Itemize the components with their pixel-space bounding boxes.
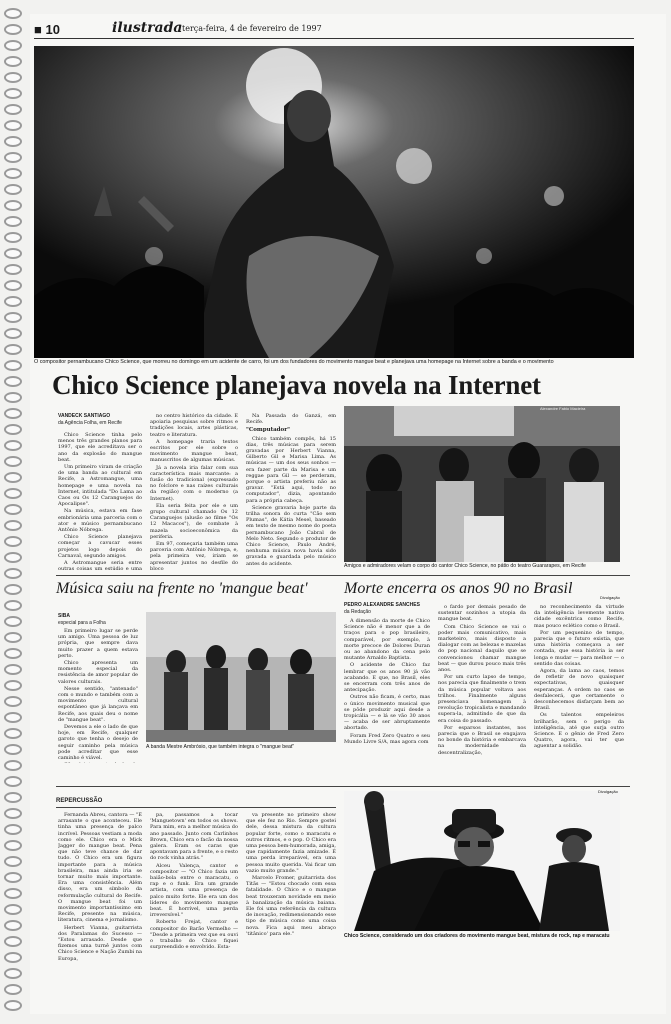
binding-ring xyxy=(4,840,22,851)
section-divider-2 xyxy=(56,786,630,787)
top-photo xyxy=(34,46,634,358)
binding-ring xyxy=(4,104,22,115)
binding-ring xyxy=(4,616,22,627)
paragraph: Outros não ficam, é certo, mas o único movimento musical que se pôde produzir aqui desde a tropicália — e lá se vão 30 anos — acaba de ser abruptamente abortado. xyxy=(344,694,430,732)
death-subhead: Morte encerra os anos 90 no Brasil xyxy=(344,580,573,597)
binding-ring xyxy=(4,24,22,35)
wake-photo-caption: Amigos e admiradores velam o corpo do cantor Chico Science, no pátio do teatro Guararapes, em Recife xyxy=(344,563,586,569)
music-story-col xyxy=(58,628,138,763)
repercussao-title: REPERCUSSÃO xyxy=(56,798,103,804)
binding-ring xyxy=(4,568,22,579)
binding-ring xyxy=(4,872,22,883)
bottom-photo-credit: Divulgação xyxy=(598,789,618,794)
wake-photo xyxy=(344,406,620,562)
binding-ring xyxy=(4,984,22,995)
paragraph: Chico apresenta um momento especial da resistência de amor popular de valores culturais. xyxy=(58,660,138,685)
binding-ring xyxy=(4,728,22,739)
paragraph: Foram Fred Zero Quatro e seu Mundo Livre S/A, mas agora com xyxy=(344,732,430,745)
binding-ring xyxy=(4,760,22,771)
binding-ring xyxy=(4,1000,22,1011)
binding-ring xyxy=(4,376,22,387)
band-photo xyxy=(146,612,336,742)
binding-ring xyxy=(4,248,22,259)
paragraph: Em 97, começaria também uma parceria com Antônio Nóbrega, e, pela primeira vez, iriam se apresentar juntos no desfile do bloco xyxy=(150,541,238,572)
death-story-col1 xyxy=(344,618,430,778)
wake-photo-graphic xyxy=(344,406,620,562)
binding-ring xyxy=(4,280,22,291)
main-headline: Chico Science planejava novela na Internet xyxy=(52,370,541,400)
page-number-value: 10 xyxy=(45,22,60,37)
paragraph: va presente no primeiro show que ele fez no Rio. Sempre gostei dele, dessa mistura da cultura popular forte, como o maracatu e outros ritmos, e o pop. O Chico era uma pessoa bem-humorada, amiga, que rapidamente fazia amizade. É uma perda irreparável, era uma pessoa muito querida. Vai ficar um vazio muito grande." xyxy=(246,812,336,874)
paragraph: pa, passamos a tocar 'Manguetown' em todos os shows. Para mim, era a melhor música do ano passado. Junto com Carlinhos Brown, Chico era o facão da nossa galera. Eram os caras que apontavam para a frente, e o resto do rock vinha atrás." xyxy=(150,812,238,862)
paragraph: "Computador" xyxy=(246,427,290,434)
binding-ring xyxy=(4,168,22,179)
main-byline xyxy=(58,413,158,427)
binding-ring xyxy=(4,232,22,243)
spiral-binding xyxy=(4,8,26,1020)
binding-ring xyxy=(4,456,22,467)
binding-ring xyxy=(4,792,22,803)
binding-ring xyxy=(4,344,22,355)
binding-ring xyxy=(4,488,22,499)
paragraph: Por esparsos instantes, nos parecia que o Brasil se engajava no bonde da história e embarcava na modernidade da descentralização, xyxy=(438,724,526,756)
paragraph: Agora, da lama ao caos, temos de refletir de novo quaisquer expectativas, quaisquer esperanças. A ordem no caos se desfalecerá, que certamente o desconhecemos disfarçam bem ao Brasil. xyxy=(534,668,624,712)
chico-science-photo-graphic xyxy=(344,791,620,931)
paragraph: Ela seria feita por ele e um grupo cultural chamado Os 12 Caranguejos (alusão ao filme "Os 12 Macacos"), de combate à mazela socioeconômica da periferia. xyxy=(150,502,238,540)
binding-ring xyxy=(4,152,22,163)
binding-ring xyxy=(4,8,22,19)
main-story-col1 xyxy=(58,432,142,572)
section-divider-1 xyxy=(56,575,630,576)
paragraph: Science gravaria hoje parte da trilha sonora do curta "Cão sem Plumas", de Kátia Mesel, baseado em texto de mesmo nome do poeta pernambucano João Cabral de Melo Neto. Segundo o produtor de Chico Science, Paulo André, nenhuma música nova havia sido gravada e guardada pelo músico antes do acidente. xyxy=(246,504,336,567)
binding-ring xyxy=(4,328,22,339)
issue-date: terça-feira, 4 de fevereiro de 1997 xyxy=(182,24,322,33)
paragraph: Já a novela iria falar com sua característica mais marcante: a fusão do tradicional (expressado no folclore e nas raízes culturais da região) com o moderno (a Internet). xyxy=(150,464,238,502)
paragraph xyxy=(58,762,138,763)
paragraph: Nesse sentido, "antenado" com o mundo e também com a movimento cultural espontâneo que já lançava em Recife, aos quais deu o nome de "mangue beat". xyxy=(58,685,138,723)
binding-ring xyxy=(4,264,22,275)
binding-ring xyxy=(4,216,22,227)
music-byline xyxy=(58,613,106,627)
repercussao-col2 xyxy=(150,812,238,962)
death-byline-org: da Redação xyxy=(344,609,371,615)
binding-ring xyxy=(4,744,22,755)
binding-ring xyxy=(4,472,22,483)
binding-ring xyxy=(4,392,22,403)
music-byline-name: SIBA xyxy=(58,613,70,619)
paragraph: Chico também compôs, há 15 dias, três músicas para serem gravadas por Herbert Vianna, Gilberto Gil e Marisa Lima. As músicas — um dos seus sonhos — era fazer parte da Marisa e um reggae para Gil — se perderam, porque o artista preferiu não as gravar. "Está aqui, todo no computador", dizia, apontando para a própria cabeça. xyxy=(246,435,336,504)
binding-ring xyxy=(4,424,22,435)
paragraph: A homepage traria textos escritos por ele sobre o movimento mangue beat, manuscritos de algumas músicas. xyxy=(150,438,238,464)
binding-ring xyxy=(4,904,22,915)
death-byline-name: PEDRO ALEXANDRE SANCHES xyxy=(344,602,420,608)
death-story-col3 xyxy=(534,604,624,778)
binding-ring xyxy=(4,776,22,787)
binding-ring xyxy=(4,200,22,211)
paragraph: Roberto Frejat, cantor e compositor do Barão Vermelho — "Desde a primeira vez que eu ouvi o trabalho do Chico fiquei surpreendido e envolvido. Esta- xyxy=(150,919,238,951)
paragraph: Chico Science tinha pelo menos três grandes planos para 1997, que ele acreditava ser o ano da explosão do mangue beat. xyxy=(58,432,142,463)
paragraph: Chico Science planejava começar a cavucar esses projetos logo depois do Carnaval, segundo amigos. xyxy=(58,534,142,559)
binding-ring xyxy=(4,56,22,67)
page-header xyxy=(34,22,634,39)
binding-ring xyxy=(4,520,22,531)
paragraph: Na Passada do Ganzá, em Recife. xyxy=(246,413,336,426)
binding-ring xyxy=(4,360,22,371)
death-story-col2 xyxy=(438,604,526,778)
binding-ring xyxy=(4,952,22,963)
wake-photo-credit: Alexandre Fabio Macieira xyxy=(540,406,586,411)
music-byline-org: especial para a Folha xyxy=(58,620,106,626)
binding-ring xyxy=(4,296,22,307)
paragraph: A dimensão da morte de Chico Science não é menor que a de traços para o pop brasileiro, comparável, por exemplo, à morte precoce de Dolores Duran ou ao abandono da cena pelo mutante Arnaldo Baptista. xyxy=(344,618,430,662)
bottom-photo-caption: Chico Science, considerado um dos criadores do movimento mangue beat, mistura de rock, rap e maracatu xyxy=(344,933,610,939)
death-credit: Divulgação xyxy=(600,595,620,600)
main-story-col2 xyxy=(150,413,238,572)
paragraph: Marcelo Fromer, guitarrista dos Titãs — "Estou chocado com essa fatalidade. O Chico e o mangue beat trouxeram novidade em meio à banalização da música baiana. Ele foi uma referência da cultura de inovação, redimensionando esse tipo de música como uma coisa nova. Fica aqui meu abraço 'titânico' para ele." xyxy=(246,875,336,937)
paragraph: o fardo por demais pesado de sustentar sozinhos a utopia da mangue beat. xyxy=(438,604,526,623)
paragraph: no reconhecimento da virtude da inteligência levemente nativa cidade excêntrica como Recife, mas pouco eclético como o Brasil. xyxy=(534,604,624,629)
paragraph: O acidente de Chico faz lembrar que os anos 90 já vão acabando. E que, no Brasil, eles se encerram com três anos de antecipação. xyxy=(344,662,430,694)
main-story-col3 xyxy=(246,413,336,572)
concert-photo-graphic xyxy=(34,46,634,358)
binding-ring xyxy=(4,968,22,979)
binding-ring xyxy=(4,312,22,323)
binding-ring xyxy=(4,88,22,99)
binding-ring xyxy=(4,584,22,595)
binding-ring xyxy=(4,856,22,867)
main-byline-name: VANDECK SANTIAGO xyxy=(58,413,111,419)
binding-ring xyxy=(4,824,22,835)
binding-ring xyxy=(4,600,22,611)
paragraph: no centro histórico da cidade. E apoiaria pesquisas sobre ritmos e tradições locais, artes plásticas, teatro e literatura. xyxy=(150,413,238,438)
section-name: ilustrada xyxy=(112,20,183,36)
binding-ring xyxy=(4,648,22,659)
binding-ring xyxy=(4,552,22,563)
page-number: ■ 10 xyxy=(34,22,60,37)
binding-ring xyxy=(4,888,22,899)
binding-ring xyxy=(4,712,22,723)
band-photo-caption: A banda Mestre Ambrósio, que também integra o "mangue beat" xyxy=(146,744,295,750)
main-byline-org: da Agência Folha, em Recife xyxy=(58,420,122,426)
binding-ring xyxy=(4,504,22,515)
paragraph: Um primeiro viram de criação de uma banda ao cultural em Recife, a Astromangue, uma homepage e uma novela na Internet, intitulada "Do Lama ao Caos ou Os 12 Caranguejos do Apocalipse". xyxy=(58,464,142,508)
binding-ring xyxy=(4,440,22,451)
binding-ring xyxy=(4,136,22,147)
repercussao-rule xyxy=(56,807,336,808)
paragraph: Herbert Vianna, guitarrista dos Paralamas do Sucesso — "Estou arrasado. Desde que fizemos uma turnê juntos com Chico Science e Nação Zumbi na Europa, xyxy=(58,924,142,962)
paragraph: Alceu Valença, cantor e compositor — "O Chico fazia um baião-bola entre o maracatu, o rap e o funk. Era um grande artista, com uma presença de palco muito forte. Ele era um dos líderes do movimento mangue beat. É horrível, uma perda irreversível." xyxy=(150,862,238,919)
repercussao-col1 xyxy=(58,812,142,962)
paragraph: Os talentos empeleiros brilharão, sem o perigo da inteligência, até que surja outro Science. E o gênio de Fred Zero Quatro, agora, vai ter que aguentar a solidão. xyxy=(534,712,624,750)
binding-ring xyxy=(4,40,22,51)
death-byline xyxy=(344,602,420,616)
top-photo-caption: O compositor pernambucano Chico Science, que morreu no domingo em um acidente de carro, foi um dos fundadores do movimento mangue beat e planejava uma homepage na Internet sobre a banda e o movimento xyxy=(34,359,554,365)
binding-ring xyxy=(4,408,22,419)
paragraph: Devemos a ele o lado de que hoje, em Recife, qualquer garoto que tenha o desejo de seguir caminho pela música pode acreditar que esse caminho é viável. xyxy=(58,724,138,762)
paragraph: Em primeiro lugar se perde um amigo. Uma pessoa de luz própria, que sempre dava muito prazer a quem estava perto. xyxy=(58,628,138,659)
music-subhead: Música saiu na frente no 'mangue beat' xyxy=(56,580,308,597)
binding-ring xyxy=(4,696,22,707)
paragraph: Fernanda Abreu, cantora — "É arrasante o que aconteceu. Ele tinha uma presença de palco incrível. Pessoas vestiam a moda como ele. Chico era o Mick Jagger do mangue beat. Pena que não teve chance de dar tudo. O Chico era um figura importante para a música brasileira, mas ainda iria se tornar muito mais importante. Era uma consistência. Além disso, era um símbolo da reformulação cultural do Recife. O mangue beat foi um movimento importantíssimo em Recife, presente na música, literatura, cinema e jornalismo. xyxy=(58,812,142,924)
binding-ring xyxy=(4,920,22,931)
binding-ring xyxy=(4,936,22,947)
binding-ring xyxy=(4,72,22,83)
binding-ring xyxy=(4,632,22,643)
paragraph: Por um curto lapso de tempo, nos parecia que finalmente o trem da música popular voltava aos trilhos. Finalmente alguns presenciava homenagem à revolução tropicalista e mandando supera-la, admitindo de que da era coisa do passado. xyxy=(438,674,526,724)
repercussao-col3 xyxy=(246,812,336,962)
paragraph: Por um pequenino de tempo, parecia que o futuro existia, que uma história começava a ser contada, que essa história ia ser longa e mudar — para melhor — o sentido das coisas. xyxy=(534,629,624,667)
binding-ring xyxy=(4,664,22,675)
binding-ring xyxy=(4,536,22,547)
bottom-photo xyxy=(344,791,620,931)
binding-ring xyxy=(4,184,22,195)
binding-ring xyxy=(4,680,22,691)
paragraph: A Astromangue seria entre outras coisas um estúdio e uma xyxy=(58,560,142,572)
binding-ring xyxy=(4,120,22,131)
paragraph: Com Chico Science se vai o poder mais comunicativo, mais marketeiro, mais disposto a dialogar com as belezas e mazelas do pop nacional daquilo que se convencionou chamar mangue beat — que durou pouco mais três anos. xyxy=(438,623,526,674)
paragraph: Na música, estava em fase embrionária uma parceria com o ator e músico pernambucano Antônio Nóbrega. xyxy=(58,508,142,534)
band-photo-graphic xyxy=(146,612,336,742)
binding-ring xyxy=(4,808,22,819)
